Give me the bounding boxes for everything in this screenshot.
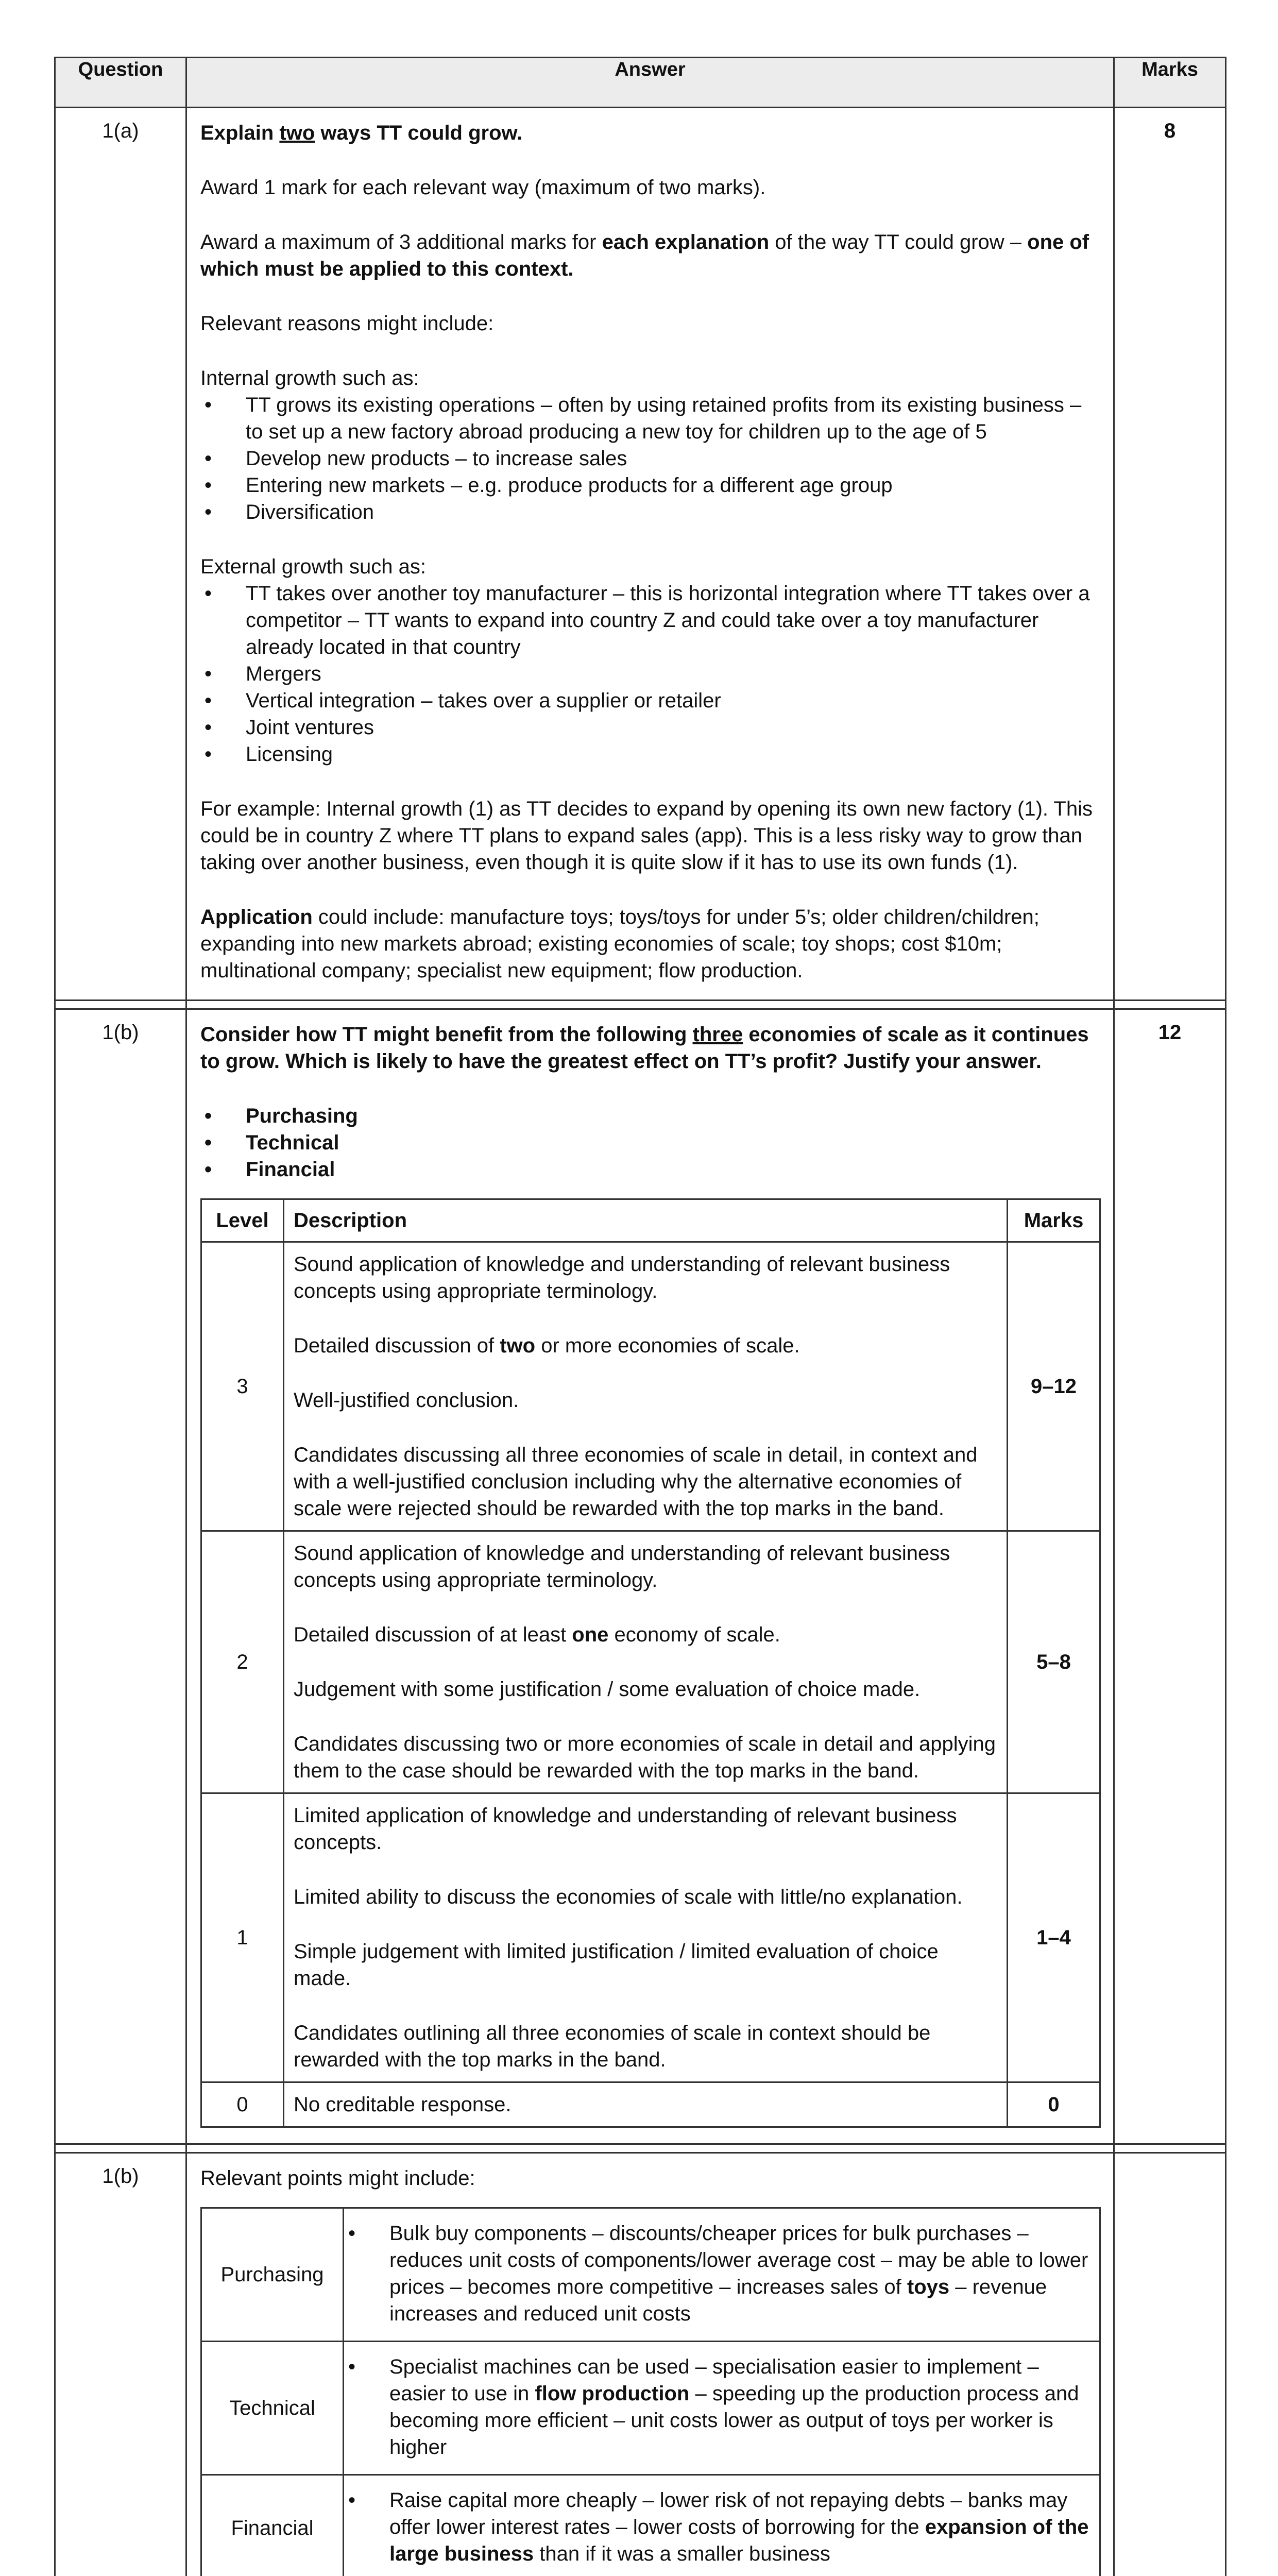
header-row [54, 57, 1226, 107]
level-marks: 5–8 [1008, 1531, 1100, 1793]
question-header: Question [54, 57, 185, 107]
q1a-external-list [200, 580, 1101, 768]
q1b-points-marks [1113, 2152, 1226, 2576]
row-divider [54, 999, 1226, 1008]
q1b-marks: 12 [1113, 1008, 1226, 2143]
q1b-points-number: 1(b) [54, 2152, 185, 2576]
marks-header: Marks [1113, 57, 1226, 107]
points-text [344, 2208, 1100, 2342]
points-table [200, 2207, 1101, 2576]
level-row-2 [201, 1531, 1100, 1793]
level-header: Level [201, 1199, 284, 1242]
answer-header: Answer [185, 57, 1113, 107]
list-item: • Develop new products – to increase sales [200, 445, 1101, 472]
level-description: No creditable response. [284, 2082, 1008, 2127]
list-item: • TT grows its existing operations – often by using retained profits from its existing business – to set up a new factory abroad producing a new toy for children up to the age of 5 [200, 392, 1101, 445]
list-item: • Mergers [200, 660, 1101, 687]
level-marks-header: Marks [1008, 1199, 1100, 1242]
points-text [344, 2475, 1100, 2576]
level-number: 2 [201, 1531, 284, 1793]
row-q1b-points [54, 2152, 1226, 2576]
points-text [344, 2342, 1100, 2475]
level-number: 3 [201, 1242, 284, 1531]
points-label: Financial [201, 2475, 344, 2576]
q1b-points-answer [185, 2152, 1113, 2576]
points-label: Technical [201, 2342, 344, 2475]
q1a-award1: Award 1 mark for each relevant way (maximum of two marks). [200, 176, 766, 199]
list-item: • Entering new markets – e.g. produce products for a different age group [200, 472, 1101, 499]
level-number: 1 [201, 1793, 284, 2082]
levels-header-row [201, 1199, 1100, 1242]
level-marks: 9–12 [1008, 1242, 1100, 1531]
q1a-answer [185, 107, 1113, 999]
q1a-external-heading: External growth such as: [200, 555, 426, 578]
row-q1a [54, 107, 1226, 999]
list-item: • Diversification [200, 499, 1101, 526]
q1a-application: Application could include: manufacture toys; toys/toys for under 5’s; older children/children; expanding into new markets abroad; existing economies of scale; toy shops; cost $10m; multinational company; specialist new equipment; flow production. [200, 906, 1040, 982]
description-header: Description [284, 1199, 1008, 1242]
q1a-internal-list [200, 392, 1101, 526]
row-divider [54, 2143, 1226, 2152]
list-item: • Purchasing [200, 1103, 1101, 1129]
level-number: 0 [201, 2082, 284, 2127]
list-item: • Joint ventures [200, 714, 1101, 741]
q1b-points-intro: Relevant points might include: [200, 2167, 475, 2190]
points-row-purchasing [201, 2208, 1100, 2342]
q1a-number: 1(a) [54, 107, 185, 999]
mark-scheme-sheet [54, 57, 1226, 2576]
q1a-internal-heading: Internal growth such as: [200, 367, 419, 389]
row-q1b [54, 1008, 1226, 2143]
mark-scheme-table [54, 57, 1226, 2576]
level-marks: 1–4 [1008, 1793, 1100, 2082]
points-row-financial [201, 2475, 1100, 2576]
q1a-title: Explain two ways TT could grow. [200, 122, 523, 144]
q1b-number: 1(b) [54, 1008, 185, 2143]
list-item: • Technical [200, 1129, 1101, 1156]
q1a-award2: Award a maximum of 3 additional marks for each explanation of the way TT could grow – one of which must be applied to this context. [200, 231, 1089, 280]
level-marks: 0 [1008, 2082, 1100, 2127]
level-description: Sound application of knowledge and understanding of relevant business concepts using appropriate terminology. Detailed discussion of at least one economy of scale. Judgement with some justification / some evaluation of choice made. Candidates discussing two or more economies of scale in detail and applying them to the case should be rewarded with the top marks in the band. [284, 1531, 1008, 1793]
q1a-reasons-intro: Relevant reasons might include: [200, 312, 494, 335]
list-item: • Licensing [200, 741, 1101, 768]
list-item: • Specialist machines can be used – specialisation easier to implement – easier to use in flow production – speeding up the production process and becoming more efficient – unit costs lower as output of toys per worker is higher [344, 2353, 1089, 2461]
list-item: • Bulk buy components – discounts/cheaper prices for bulk purchases – reduces unit costs of components/lower average cost – may be able to lower prices – becomes more competitive – increases sales of toys – revenue increases and reduced unit costs [344, 2220, 1089, 2327]
q1b-answer [185, 1008, 1113, 2143]
q1b-title: Consider how TT might benefit from the following three economies of scale as it continues to grow. Which is likely to have the greatest effect on TT’s profit? Justify your answer. [200, 1023, 1089, 1073]
levels-table [200, 1198, 1101, 2128]
list-item: • Financial [200, 1156, 1101, 1183]
q1b-economies-list [200, 1103, 1101, 1183]
q1a-example: For example: Internal growth (1) as TT decides to expand by opening its own new factory (1). This could be in country Z where TT plans to expand sales (app). This is a less risky way to grow than taking over another business, even though it is quite slow if it has to use its own funds (1). [200, 798, 1093, 874]
list-item: • TT takes over another toy manufacturer – this is horizontal integration where TT takes over a competitor – TT wants to expand into country Z and could take over a toy manufacturer already located in that country [200, 580, 1101, 660]
points-label: Purchasing [201, 2208, 344, 2342]
level-description: Limited application of knowledge and understanding of relevant business concepts. Limited ability to discuss the economies of scale with little/no explanation. Simple judgement with limited justification / limited evaluation of choice made. Candidates outlining all three economies of scale in context should be rewarded with the top marks in the band. [284, 1793, 1008, 2082]
points-row-technical [201, 2342, 1100, 2475]
level-row-3 [201, 1242, 1100, 1531]
q1a-marks: 8 [1113, 107, 1226, 999]
list-item: • Vertical integration – takes over a supplier or retailer [200, 687, 1101, 714]
list-item: • Raise capital more cheaply – lower risk of not repaying debts – banks may offer lower interest rates – lower costs of borrowing for the expansion of the large business than if it was a smaller business [344, 2487, 1089, 2567]
level-description: Sound application of knowledge and understanding of relevant business concepts using appropriate terminology. Detailed discussion of two or more economies of scale. Well-justified conclusion. Candidates discussing all three economies of scale in detail, in context and with a well-justified conclusion including why the alternative economies of scale were rejected should be rewarded with the top marks in the band. [284, 1242, 1008, 1531]
level-row-0 [201, 2082, 1100, 2127]
level-row-1 [201, 1793, 1100, 2082]
